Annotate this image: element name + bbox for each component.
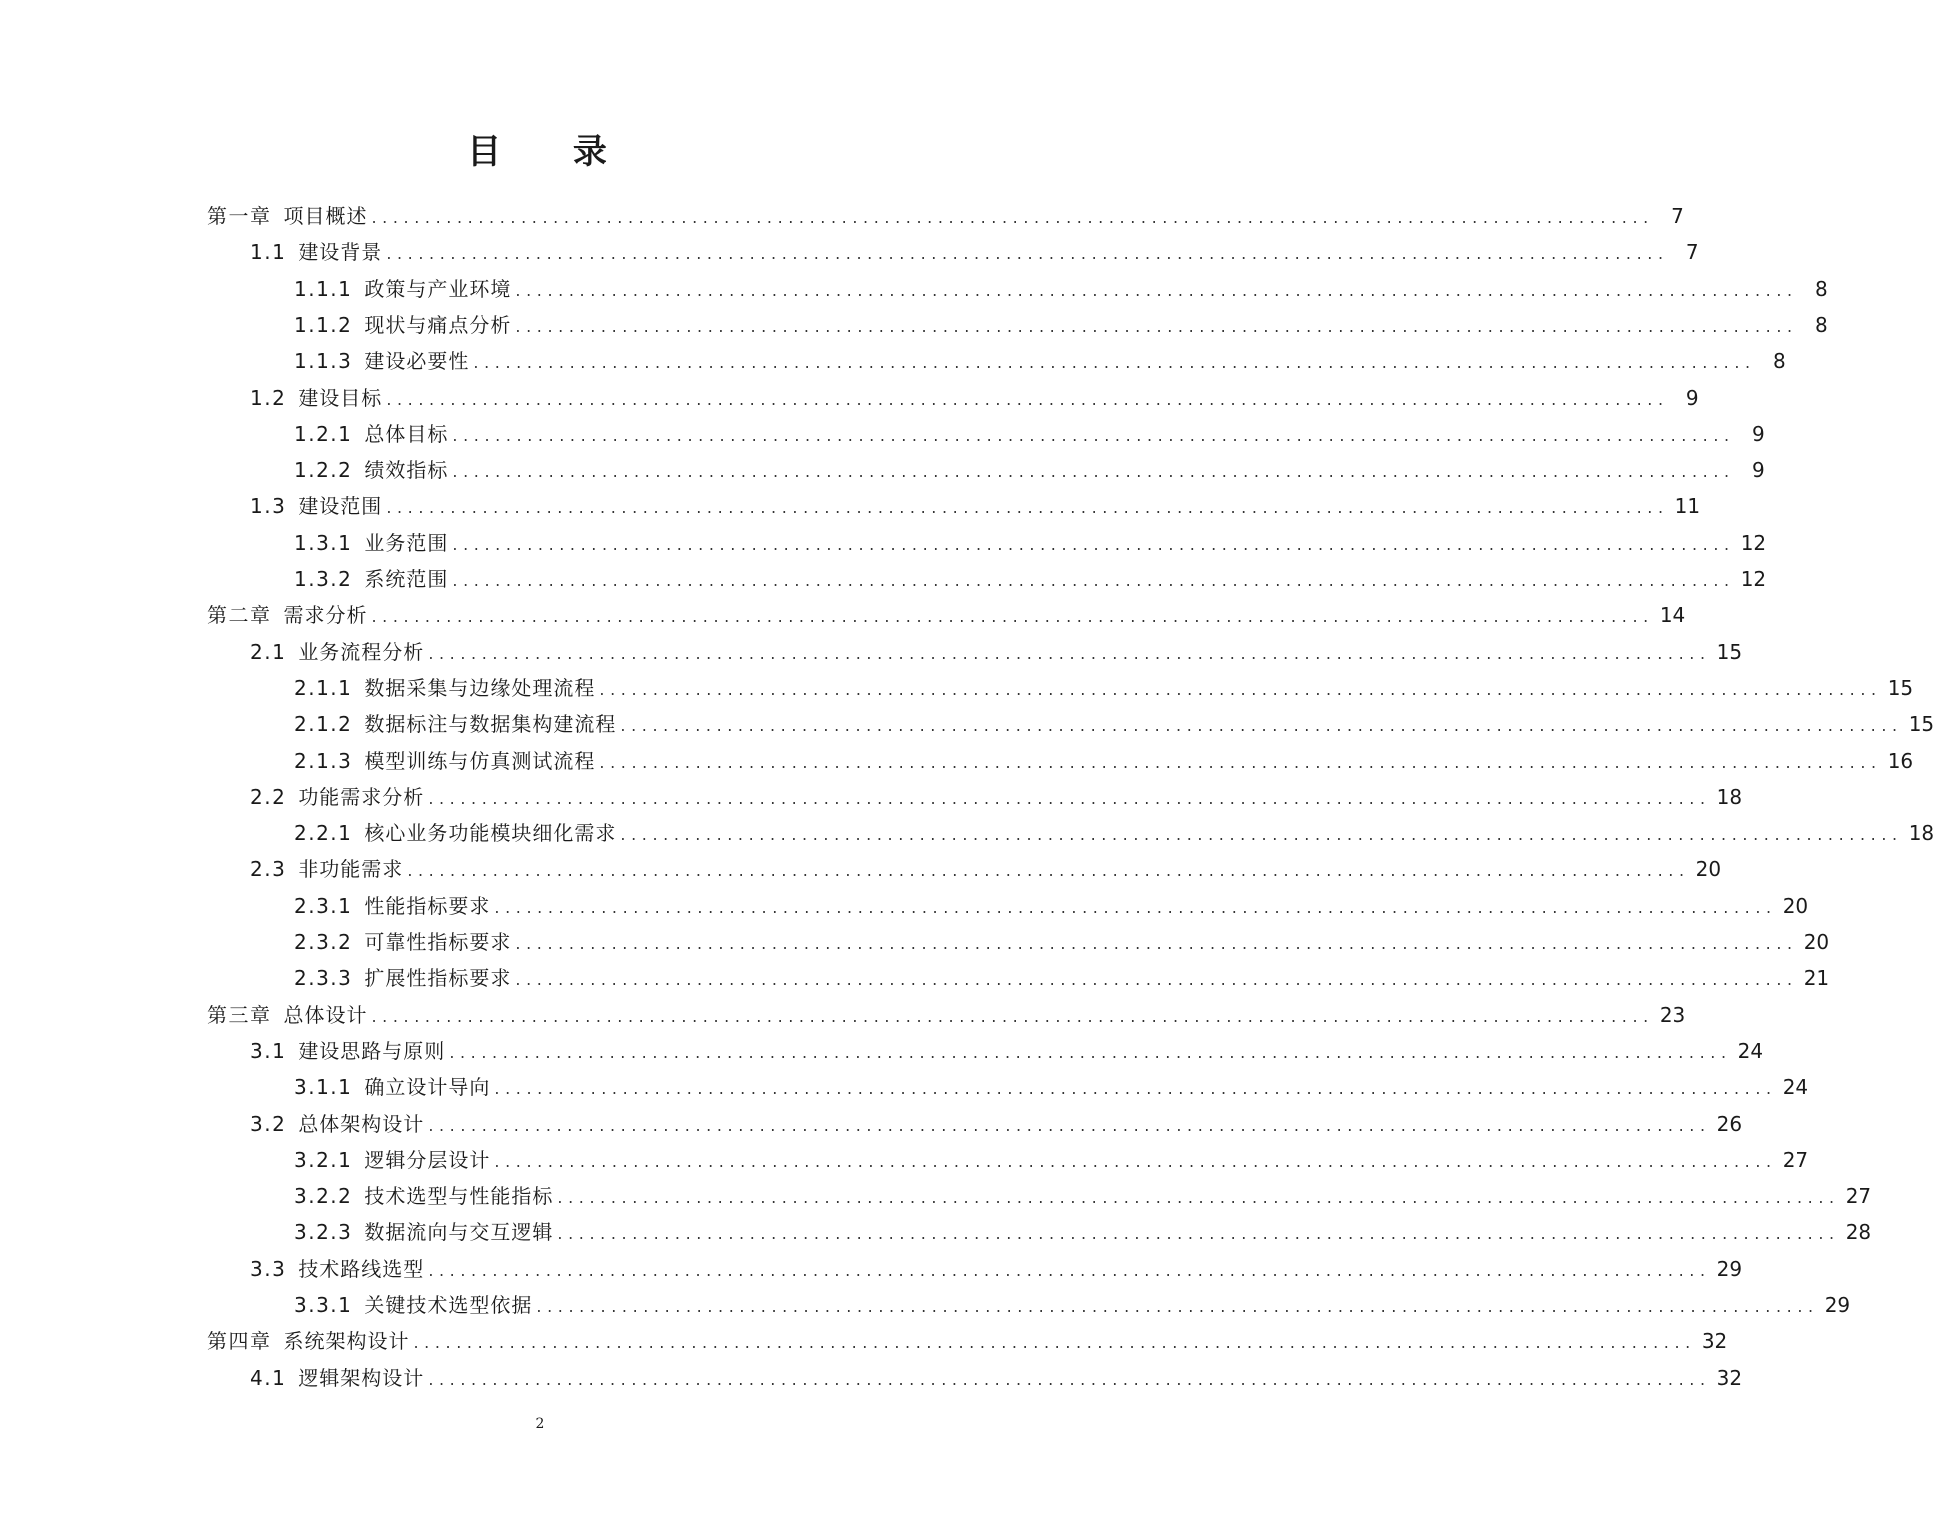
toc-entry[interactable]: [294, 561, 1767, 597]
toc-dot-leader: ........................................................................................................................: [413, 1333, 1696, 1353]
toc-dot-leader: ........................................................................................................................: [371, 607, 1654, 627]
toc-entry-number: 3.2.3: [294, 1220, 353, 1245]
toc-entry-number: 1.3: [250, 494, 287, 519]
toc-dot-leader: ........................................................................................................................: [494, 1079, 1777, 1099]
toc-entry[interactable]: [294, 1142, 1809, 1178]
toc-entry[interactable]: [294, 815, 1934, 851]
toc-entry-page: 16: [1887, 748, 1914, 773]
toc-entry-number: 2.1.2: [294, 712, 353, 737]
toc-entry-number: 1.3.2: [294, 567, 353, 591]
toc-entry-number: 3.1.1: [294, 1075, 353, 1100]
toc-entry-page: 8: [1814, 312, 1828, 337]
toc-entry-label: 建设范围: [298, 494, 383, 519]
toc-entry[interactable]: [294, 888, 1809, 924]
toc-entry-label: 项目概述: [283, 204, 368, 228]
toc-entry-label: 业务范围: [364, 530, 449, 555]
toc-entry-label: 性能指标要求: [364, 893, 491, 918]
toc-entry-label: 建设目标: [298, 385, 383, 410]
toc-dot-leader: ........................................................................................................................: [452, 534, 1735, 554]
toc-entry-number: 1.3.1: [294, 530, 353, 555]
toc-entry[interactable]: [207, 198, 1684, 234]
toc-dot-leader: ........................................................................................................................: [452, 571, 1735, 590]
toc-entry-page: 9: [1751, 458, 1765, 483]
toc-entry-number: 2.3.1: [294, 893, 353, 918]
toc-entry[interactable]: [294, 343, 1786, 379]
toc-entry-number: 1.1.3: [294, 349, 353, 374]
toc-entry-number: 3.3: [250, 1256, 287, 1281]
toc-entry-page: 15: [1887, 675, 1914, 700]
toc-entry-number: 2.3.3: [294, 966, 353, 991]
toc-dot-leader: ........................................................................................................................: [515, 934, 1798, 953]
toc-entry-label: 政策与产业环境: [364, 276, 512, 301]
toc-entry-page: 29: [1824, 1293, 1851, 1317]
toc-dot-leader: ........................................................................................................................: [557, 1224, 1840, 1244]
toc-entry[interactable]: [250, 779, 1743, 815]
toc-entry[interactable]: [207, 997, 1686, 1033]
toc-dot-leader: ........................................................................................................................: [371, 208, 1654, 227]
toc-entry-page: 14: [1659, 603, 1686, 628]
toc-entry-page: 28: [1845, 1220, 1872, 1245]
toc-dot-leader: ........................................................................................................................: [386, 244, 1669, 264]
toc-entry-page: 12: [1740, 567, 1767, 591]
toc-dot-leader: ........................................................................................................................: [428, 1369, 1711, 1389]
toc-entry[interactable]: [294, 743, 1914, 779]
toc-entry-label: 模型训练与仿真测试流程: [364, 748, 596, 773]
toc-dot-leader: ........................................................................................................................: [557, 1188, 1840, 1208]
toc-entry-label: 总体架构设计: [298, 1111, 425, 1136]
toc-entry-page: 8: [1772, 349, 1786, 374]
toc-entry-page: 18: [1908, 821, 1934, 846]
toc-entry-label: 逻辑分层设计: [364, 1147, 491, 1172]
toc-entry-label: 建设必要性: [364, 349, 470, 374]
toc-entry-label: 逻辑架构设计: [298, 1365, 425, 1390]
toc-entry-number: 1.1.1: [294, 276, 353, 301]
toc-entry[interactable]: [294, 1069, 1809, 1105]
toc-entry-page: 24: [1782, 1075, 1809, 1100]
page-number: 2: [535, 1416, 545, 1432]
toc-dot-leader: ........................................................................................................................: [428, 1260, 1711, 1280]
toc-entry-page: 8: [1814, 276, 1828, 301]
toc-entry-page: 15: [1716, 639, 1743, 664]
toc-entry-label: 系统架构设计: [283, 1329, 410, 1354]
toc-dot-leader: ........................................................................................................................: [386, 498, 1669, 518]
toc-dot-leader: ........................................................................................................................: [536, 1297, 1819, 1316]
toc-entry-number: 3.3.1: [294, 1293, 353, 1317]
toc-dot-leader: ........................................................................................................................: [452, 462, 1735, 482]
toc-dot-leader: ........................................................................................................................: [494, 1151, 1777, 1171]
toc-entry[interactable]: [250, 1360, 1743, 1396]
toc-dot-leader: ........................................................................................................................: [515, 280, 1798, 300]
toc-entry-label: 核心业务功能模块细化需求: [364, 821, 617, 846]
toc-entry-number: 1.1.2: [294, 312, 353, 337]
toc-dot-leader: ........................................................................................................................: [386, 389, 1669, 409]
toc-entry-label: 技术选型与性能指标: [364, 1184, 554, 1209]
toc-entry-page: 9: [1685, 385, 1699, 410]
toc-entry-label: 绩效指标: [364, 458, 449, 483]
toc-entry-number: 3.2.1: [294, 1147, 353, 1172]
toc-entry-page: 29: [1716, 1256, 1743, 1281]
toc-dot-leader: ........................................................................................................................: [515, 970, 1798, 990]
toc-entry[interactable]: [294, 1178, 1872, 1214]
toc-entry-page: 20: [1803, 930, 1830, 954]
toc-entry-page: 7: [1671, 204, 1684, 228]
toc-entry-number: 1.2: [250, 385, 287, 410]
toc-entry-label: 数据流向与交互逻辑: [364, 1220, 554, 1245]
toc-entry[interactable]: [207, 597, 1686, 633]
toc-entry-label: 确立设计导向: [364, 1075, 491, 1100]
toc-entry-page: 7: [1685, 240, 1699, 265]
toc-dot-leader: ........................................................................................................................: [428, 788, 1711, 808]
toc-entry-number: 第四章: [207, 1329, 272, 1354]
toc-entry[interactable]: [294, 960, 1830, 996]
toc-title: 目 录: [467, 132, 637, 172]
toc-dot-leader: ........................................................................................................................: [515, 316, 1798, 336]
toc-entry-label: 关键技术选型依据: [364, 1293, 533, 1317]
toc-entry-label: 业务流程分析: [298, 639, 425, 664]
toc-entry-label: 可靠性指标要求: [364, 930, 512, 954]
toc-entry-number: 3.1: [250, 1038, 287, 1063]
toc-entry[interactable]: [250, 634, 1743, 670]
toc-entry-number: 2.3: [250, 857, 287, 882]
toc-entry-label: 功能需求分析: [298, 784, 425, 809]
toc-entry-label: 总体目标: [364, 421, 449, 446]
toc-dot-leader: ........................................................................................................................: [599, 679, 1882, 699]
toc-entry-page: 32: [1701, 1329, 1728, 1354]
toc-entry-number: 2.1: [250, 639, 287, 664]
toc-entry[interactable]: [294, 706, 1934, 742]
toc-dot-leader: ........................................................................................................................: [449, 1042, 1732, 1062]
toc-entry-page: 23: [1659, 1002, 1686, 1027]
toc-entry-label: 总体设计: [283, 1002, 368, 1027]
toc-entry-number: 2.2: [250, 784, 287, 809]
toc-entry-page: 32: [1716, 1365, 1743, 1390]
toc-entry-label: 需求分析: [283, 603, 368, 628]
toc-entry-number: 4.1: [250, 1365, 287, 1390]
toc-entry[interactable]: [250, 488, 1701, 524]
toc-entry-label: 建设背景: [298, 240, 383, 265]
toc-entry-page: 20: [1695, 857, 1722, 882]
toc-entry-number: 第三章: [207, 1002, 272, 1027]
toc-entry-page: 12: [1740, 530, 1767, 555]
toc-entry-number: 第二章: [207, 603, 272, 628]
toc-entry-number: 3.2: [250, 1111, 287, 1136]
toc-entry-number: 2.3.2: [294, 930, 353, 954]
toc-entry-label: 数据采集与边缘处理流程: [364, 675, 596, 700]
toc-entry[interactable]: [294, 1287, 1851, 1323]
toc-entry-label: 系统范围: [364, 567, 449, 591]
toc-entry-page: 27: [1782, 1147, 1809, 1172]
toc-entry-page: 21: [1803, 966, 1830, 991]
toc-dot-leader: ........................................................................................................................: [599, 752, 1882, 772]
toc-dot-leader: ........................................................................................................................: [428, 643, 1711, 663]
toc-dot-leader: ........................................................................................................................: [620, 716, 1903, 736]
toc-entry-label: 数据标注与数据集构建流程: [364, 712, 617, 737]
toc-entry[interactable]: [250, 380, 1699, 416]
toc-entry[interactable]: [294, 416, 1765, 452]
toc-dot-leader: ........................................................................................................................: [407, 861, 1690, 881]
toc-entry[interactable]: [294, 525, 1767, 561]
toc-entry-number: 2.2.1: [294, 821, 353, 846]
toc-entry[interactable]: [294, 452, 1765, 488]
toc-entry[interactable]: [250, 1106, 1743, 1142]
toc-dot-leader: ........................................................................................................................: [371, 1006, 1654, 1026]
toc-entry-page: 18: [1716, 784, 1743, 809]
toc-entry-number: 1.2.2: [294, 458, 353, 483]
toc-entry-label: 现状与痛点分析: [364, 312, 512, 337]
toc-entry[interactable]: [294, 1214, 1872, 1250]
toc-entry-label: 建设思路与原则: [298, 1038, 446, 1063]
toc-entry[interactable]: [250, 1251, 1743, 1287]
toc-dot-leader: ........................................................................................................................: [473, 353, 1756, 373]
toc-dot-leader: ........................................................................................................................: [428, 1115, 1711, 1135]
toc-entry-number: 2.1.3: [294, 748, 353, 773]
toc-entry-label: 非功能需求: [298, 857, 404, 882]
toc-entry-page: 27: [1845, 1184, 1872, 1209]
toc-dot-leader: ........................................................................................................................: [620, 825, 1903, 845]
toc-dot-leader: ........................................................................................................................: [452, 425, 1735, 445]
toc-entry[interactable]: [294, 670, 1914, 706]
toc-entry-label: 技术路线选型: [298, 1256, 425, 1281]
toc-entry[interactable]: [294, 271, 1828, 307]
toc-entry[interactable]: [250, 234, 1699, 270]
toc-entry[interactable]: [207, 1323, 1728, 1359]
toc-entry-number: 1.1: [250, 240, 287, 265]
toc-dot-leader: ........................................................................................................................: [494, 897, 1777, 917]
toc-entry-number: 第一章: [207, 204, 272, 228]
toc-entry-number: 2.1.1: [294, 675, 353, 700]
toc-entry[interactable]: [250, 1033, 1764, 1069]
toc-entry[interactable]: [294, 307, 1828, 343]
toc-entry-page: 26: [1716, 1111, 1743, 1136]
toc-entry[interactable]: [250, 851, 1722, 887]
toc-entry[interactable]: [294, 924, 1830, 960]
toc-entry-number: 1.2.1: [294, 421, 353, 446]
toc-entry-page: 20: [1782, 893, 1809, 918]
toc-entry-label: 扩展性指标要求: [364, 966, 512, 991]
toc-entry-page: 24: [1737, 1038, 1764, 1063]
toc-entry-number: 3.2.2: [294, 1184, 353, 1209]
toc-entry-page: 9: [1751, 421, 1765, 446]
toc-entry-page: 11: [1674, 494, 1701, 519]
toc-entry-page: 15: [1908, 712, 1934, 737]
